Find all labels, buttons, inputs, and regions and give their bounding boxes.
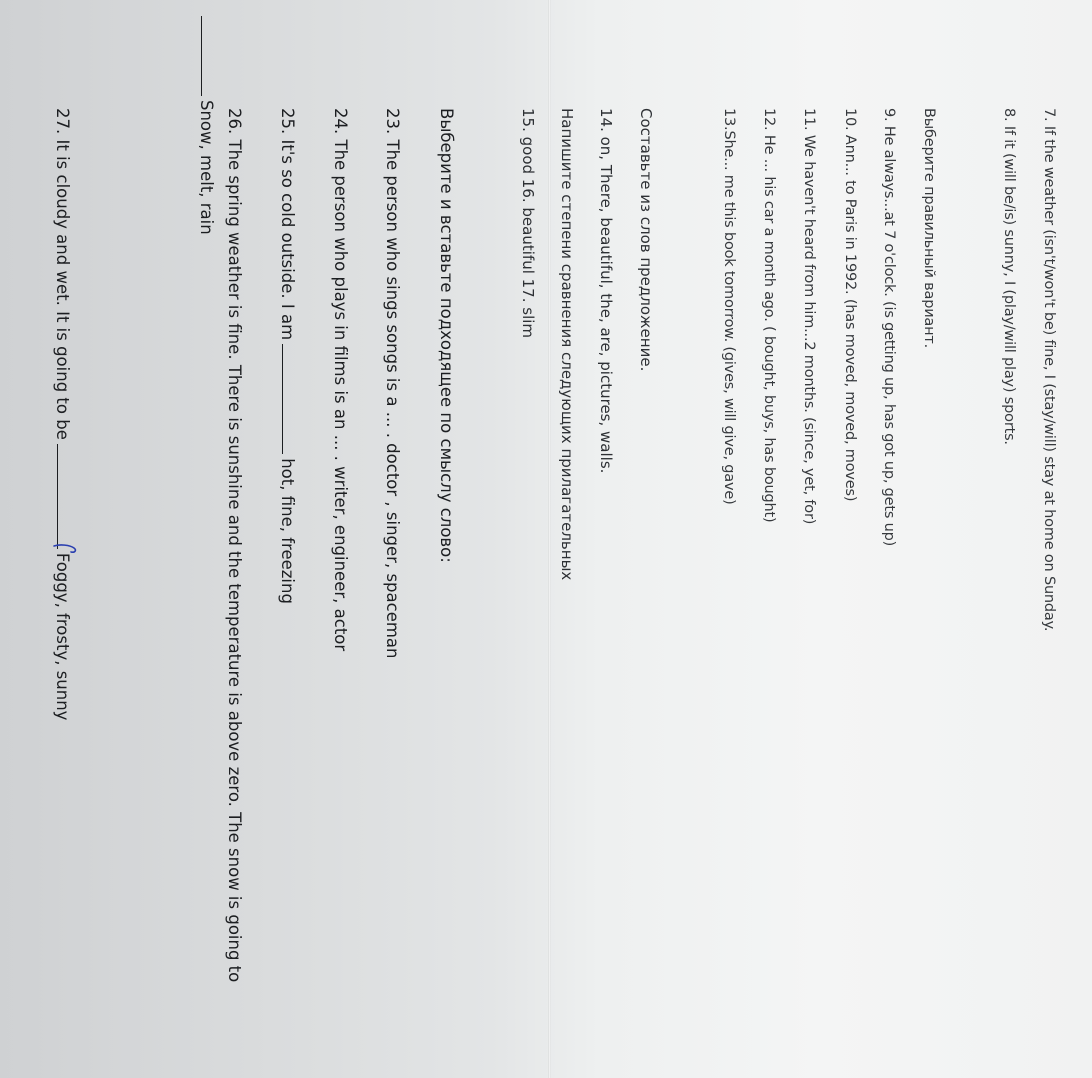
section-heading-insert: Выберите и вставьте подходящее по смыслу слово:: [437, 108, 456, 563]
question-14: 14. on, There, beautiful, the, are, pictures, walls.: [597, 108, 615, 474]
question-26: 26. The spring weather is fine. There is sunshine and the temperature is above zero. The snow is going to: [225, 108, 244, 983]
question-8: 8. If it (will be/is) sunny, I (play/will play) sports.: [1001, 108, 1017, 445]
section-heading-choose: Выберите правильный вариант.: [921, 108, 937, 349]
question-23: 23. The person who sings songs is a ... . doctor , singer, spaceman: [383, 108, 402, 659]
question-25-text: 25. It's so cold outside. I am: [278, 108, 297, 341]
question-11: 11. We haven't heard from him...2 months. (since, yet, for): [801, 108, 817, 525]
question-13: 13.She... me this book tomorrow. (gives, will give, gave): [721, 108, 737, 505]
questions-15-17: 15. good 16. beautiful 17. slim: [519, 108, 537, 339]
question-25: [278, 108, 297, 604]
question-12: 12. He ... his car a month ago. ( bought, buys, has bought): [761, 108, 777, 523]
question-24: 24. The person who plays in films is an ... . writer, engineer, actor: [331, 108, 350, 652]
question-25-options: hot, fine, freezing: [278, 458, 297, 604]
answer-blank-25: [282, 344, 284, 454]
section-heading-comparison: Напишите степени сравнения следующих прилагательных: [558, 108, 576, 581]
section-heading-compose: Составьте из слов предложение.: [637, 108, 655, 372]
question-9: 9. He always...at 7 o'clock. (is getting up, has got up, gets up): [881, 108, 897, 547]
question-27-options: Foggy, frosty, sunny: [53, 552, 72, 721]
question-27: [53, 108, 72, 720]
question-26-options: Snow, melt, rain: [197, 100, 216, 235]
handwritten-pen-mark: [50, 538, 80, 558]
question-7: 7. If the weather (isn't/won't be) fine, I (stay/will) stay at home on Sunday.: [1041, 108, 1057, 632]
answer-blank-26: [201, 16, 203, 96]
question-27-text: 27. It is cloudy and wet. It is going to be: [53, 108, 72, 440]
question-26-continuation: [197, 12, 216, 235]
answer-blank-27: [57, 444, 59, 549]
question-10: 10. Ann... to Paris in 1992. (has moved, moved, moves): [842, 108, 858, 502]
